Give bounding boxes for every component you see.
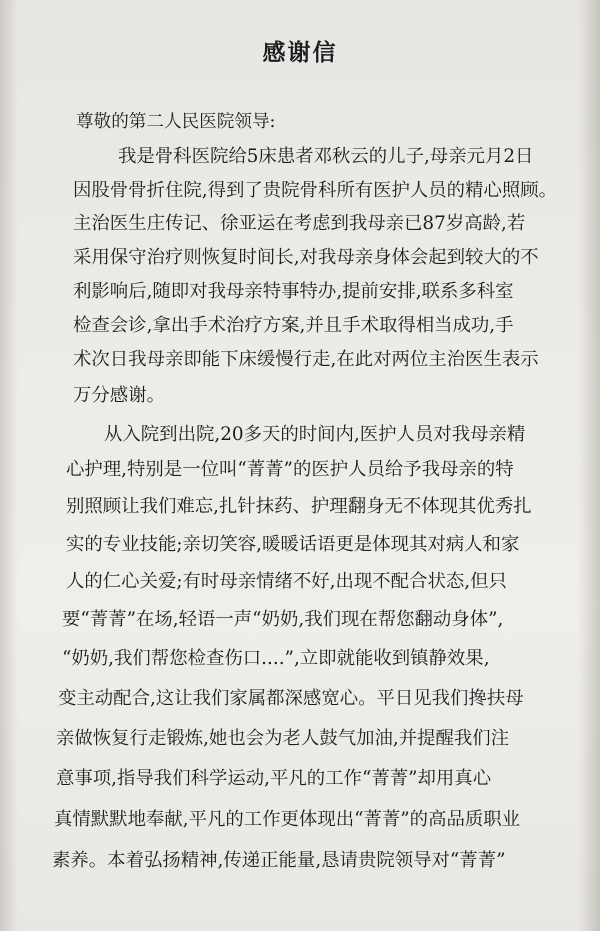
body-line: 因股骨骨折住院,得到了贵院骨科所有医护人员的精心照顾。: [73, 180, 558, 201]
letter-title: 感谢信: [262, 39, 338, 66]
body-line: 利影响后,随即对我母亲特事特办,提前安排,联系多科室: [73, 281, 514, 302]
body-line: 心护理,特别是一位叫“菁菁”的医护人员给予我母亲的特: [66, 459, 514, 480]
body-line: 意事项,指导我们科学运动,平凡的工作“菁菁”却用真心: [56, 768, 492, 789]
body-line: 亲做恢复行走锻炼,她也会为老人鼓气加油,并提醒我们注: [56, 728, 510, 749]
body-line: 别照顾让我们难忘,扎针抹药、护理翻身无不体现其优秀扎: [66, 496, 532, 517]
body-line: “奶奶,我们帮您检查伤口....”,立即就能收到镇静效果,: [62, 648, 490, 669]
body-line: 从入院到出院,20多天的时间内,医护人员对我母亲精: [104, 424, 526, 445]
salutation-line: 尊敬的第二人民医院领导:: [76, 112, 276, 132]
body-line: 我是骨科医院给5床患者邓秋云的儿子,母亲元月2日: [118, 146, 534, 167]
body-line: 术次日我母亲即能下床缓慢行走,在此对两位主治医生表示: [73, 349, 539, 370]
paper-edge-shadow-left: [0, 0, 18, 931]
body-line: 万分感谢。: [73, 385, 165, 406]
body-line: 采用保守治疗则恢复时间长,对我母亲身体会起到较大的不: [73, 247, 539, 268]
paper-edge-shadow-right: [578, 0, 600, 931]
body-line: 检查会诊,拿出手术治疗方案,并且手术取得相当成功,手: [73, 315, 514, 336]
body-line: 要“菁菁”在场,轻语一声“奶奶,我们现在帮您翻动身体”,: [62, 609, 504, 630]
body-line: 变主动配合,这让我们家属都深感宽心。平日见我们搀扶母: [58, 688, 524, 709]
body-line: 实的专业技能;亲切笑容,暖暖话语更是体现其对病人和家: [66, 534, 520, 555]
body-line: 人的仁心关爱;有时母亲情绪不好,出现不配合状态,但只: [66, 571, 507, 592]
body-line: 素养。本着弘扬精神,传递正能量,恳请贵院领导对“菁菁”: [52, 850, 506, 871]
body-line: 真情默默地奉献,平凡的工作更体现出“菁菁”的高品质职业: [54, 809, 521, 830]
body-line: 主治医生庄传记、徐亚运在考虑到我母亲已87岁高龄,若: [73, 213, 526, 234]
